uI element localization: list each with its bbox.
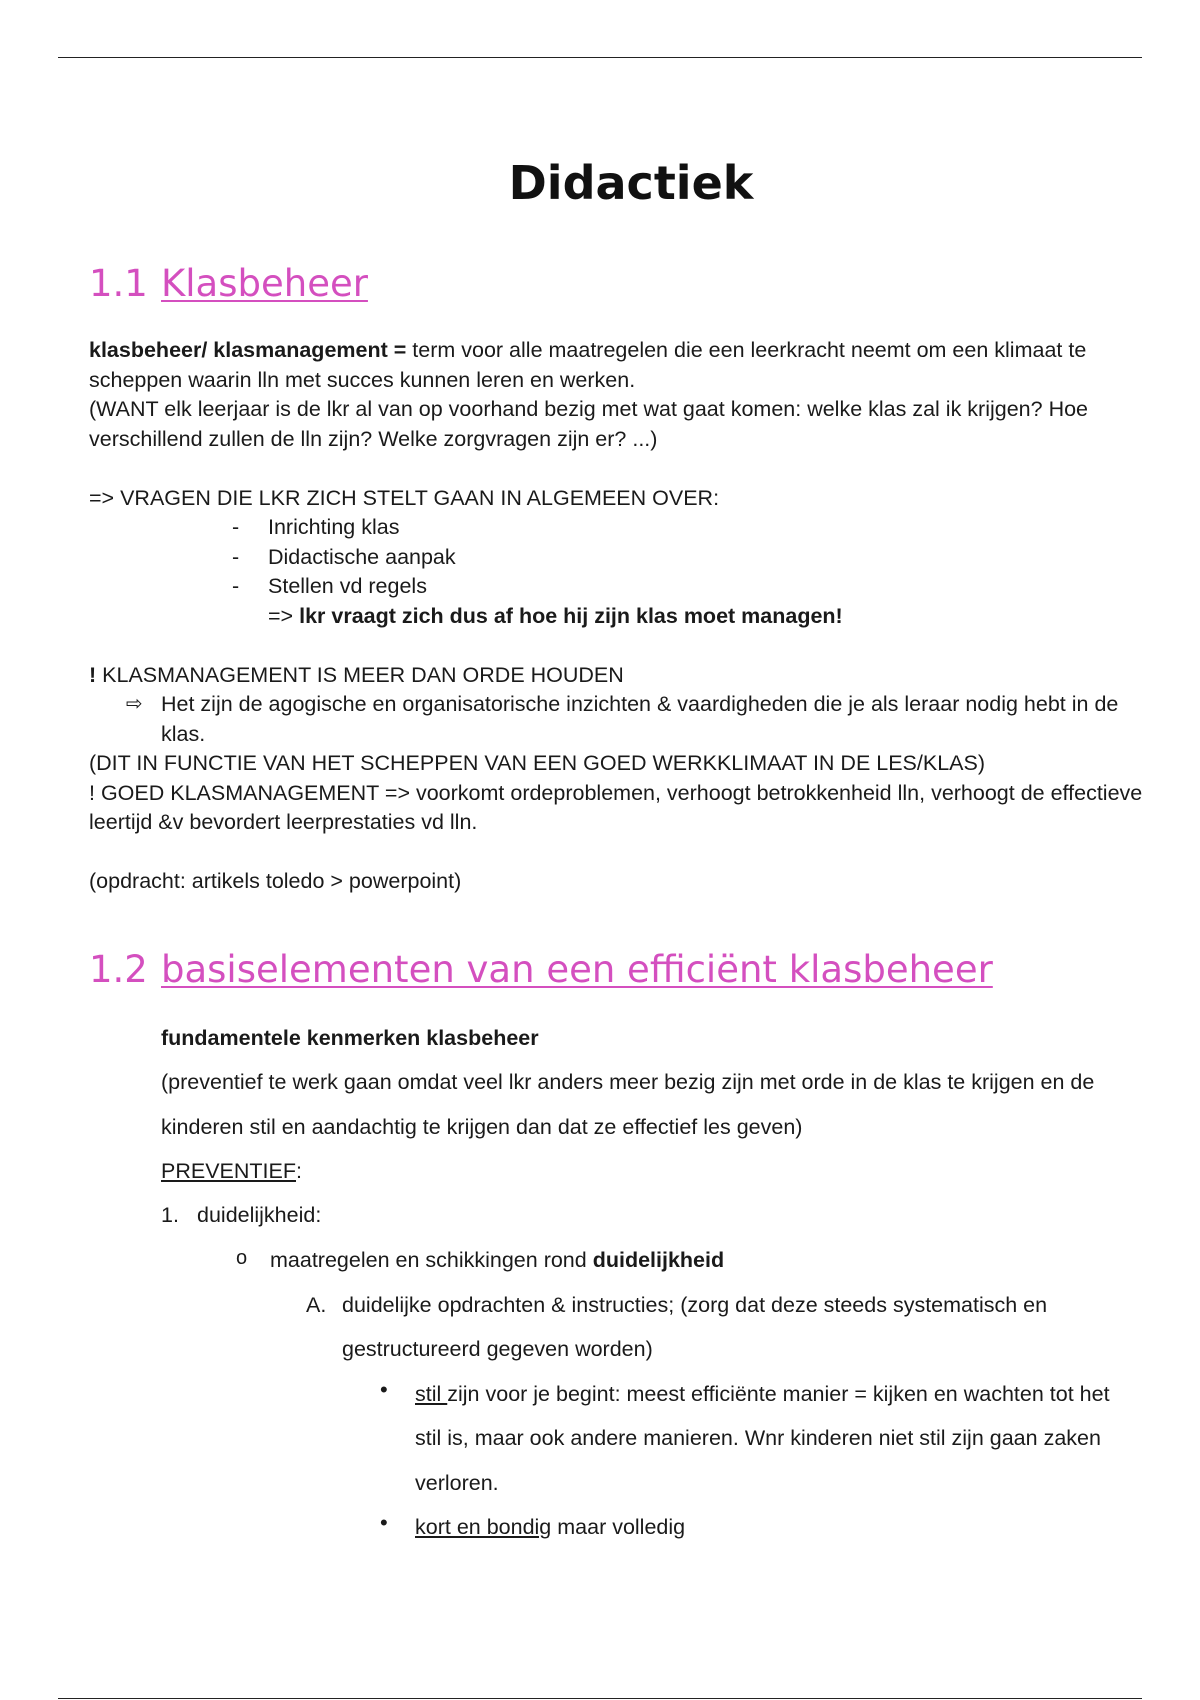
meer-dan-orde-line: ! KLASMANAGEMENT IS MEER DAN ORDE HOUDEN xyxy=(89,663,624,687)
circle-item: maatregelen en schikkingen rond duidelijkheid xyxy=(270,1248,725,1272)
section-heading-1-1 xyxy=(89,262,368,305)
functie-line: (DIT IN FUNCTIE VAN HET SCHEPPEN VAN EEN GOED WERKKLIMAAT IN DE LES/KLAS) xyxy=(89,751,986,775)
circle-bullet-icon: o xyxy=(236,1247,248,1269)
section-heading-1-2 xyxy=(89,948,993,991)
definition-term: klasbeheer/ klasmanagement xyxy=(89,338,388,362)
header-rule xyxy=(58,57,1142,58)
footer-rule xyxy=(58,1698,1142,1699)
section-title: Klasbeheer xyxy=(161,262,368,305)
want-line-2: verschillend zullen de lln zijn? Welke zorgvragen zijn er? ...) xyxy=(89,427,658,451)
bullet-item-1-line-3: verloren. xyxy=(415,1471,499,1495)
section-number: 1.2 xyxy=(89,948,148,991)
definition-line-2: scheppen waarin lln met succes kunnen leren en werken. xyxy=(89,368,636,392)
bullet-item-2: kort en bondig maar volledig xyxy=(415,1515,686,1539)
bullet-icon: • xyxy=(380,1510,388,1535)
definition-text: term voor alle maatregelen die een leerkracht neemt om een klimaat te xyxy=(412,338,1087,362)
dash-marker: - xyxy=(232,515,240,539)
vragen-heading: => VRAGEN DIE LKR ZICH STELT GAAN IN ALGEMEEN OVER: xyxy=(89,486,720,510)
section-title: basiselementen van een efficiënt klasbeheer xyxy=(161,948,993,991)
goed-line-2: leertijd &v bevordert leerprestaties vd lln. xyxy=(89,810,478,834)
dash-marker: - xyxy=(232,545,240,569)
bullet-icon: • xyxy=(380,1377,388,1402)
preventief-uitleg-line-1: (preventief te werk gaan omdat veel lkr anders meer bezig zijn met orde in de klas te krijgen en de xyxy=(161,1070,1095,1094)
conclusion-line: => lkr vraagt zich dus af hoe hij zijn klas moet managen! xyxy=(268,604,843,628)
definition-equals: = xyxy=(387,338,413,362)
bullet-item-1-line-2: stil is, maar ook andere manieren. Wnr kinderen niet stil zijn gaan zaken xyxy=(415,1426,1101,1450)
preventief-uitleg-line-2: kinderen stil en aandachtig te krijgen dan dat ze effectief les geven) xyxy=(161,1115,803,1139)
subheading: fundamentele kenmerken klasbeheer xyxy=(161,1026,539,1050)
section-number: 1.1 xyxy=(89,262,148,305)
lettered-item-marker: A. xyxy=(306,1293,327,1317)
list-item: - Didactische aanpak xyxy=(268,543,456,572)
page-title: Didactiek xyxy=(508,156,754,210)
opdracht-line: (opdracht: artikels toledo > powerpoint) xyxy=(89,869,462,893)
preventief-label: PREVENTIEF: xyxy=(161,1159,302,1183)
bullet-item-1-line-1: stil zijn voor je begint: meest efficiënte manier = kijken en wachten tot het xyxy=(415,1382,1110,1406)
numbered-item-marker: 1. xyxy=(161,1203,179,1227)
want-line-1: (WANT elk leerjaar is de lkr al van op voorhand bezig met wat gaat komen: welke klas zal ik krijgen? Hoe xyxy=(89,397,1089,421)
arrow-icon: ⇨ xyxy=(126,693,143,715)
list-item: - Stellen vd regels xyxy=(268,572,427,601)
arrow-line-2: klas. xyxy=(161,722,206,746)
dash-marker: - xyxy=(232,574,240,598)
numbered-item-text: duidelijkheid: xyxy=(197,1203,322,1227)
goed-line-1: ! GOED KLASMANAGEMENT => voorkomt ordeproblemen, verhoogt betrokkenheid lln, verhoogt de effectieve xyxy=(89,781,1143,805)
lettered-item-line-2: gestructureerd gegeven worden) xyxy=(342,1337,653,1361)
arrow-line-1: Het zijn de agogische en organisatorische inzichten & vaardigheden die je als leraar nodig hebt in de xyxy=(161,692,1119,716)
definition-line-1 xyxy=(89,336,1086,365)
lettered-item-line-1: duidelijke opdrachten & instructies; (zorg dat deze steeds systematisch en xyxy=(342,1293,1048,1317)
list-item: - Inrichting klas xyxy=(268,513,399,542)
